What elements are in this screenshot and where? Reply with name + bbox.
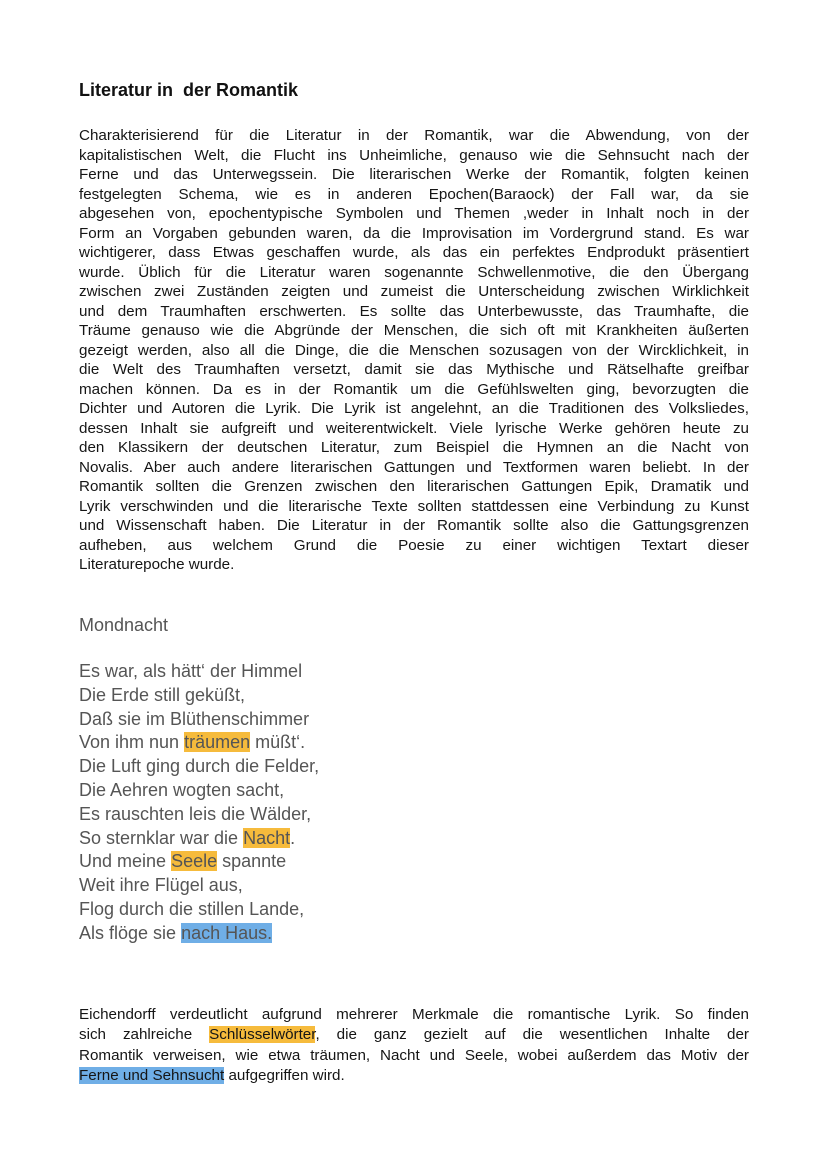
poem-title: Mondnacht — [79, 615, 169, 635]
poem-verse: Flog durch die stillen Lande, — [79, 898, 305, 919]
essay-line: Literaturepoche wurde. — [79, 556, 235, 573]
verse-text: spannte — [217, 851, 287, 872]
summary-text: , die ganz gezielt auf die wesentlichen Inhalte der — [315, 1026, 749, 1044]
highlight-schluesselwoerter: Schlüsselwörter — [209, 1026, 316, 1044]
essay-line: Träume genauso wie die Abgründe der Menschen, die sich oft mit Krankheiten äußerten — [79, 322, 749, 339]
essay-line: Form an Vorgaben gebunden waren, da die Improvisation im Vordergrund stand. Es war — [79, 224, 749, 242]
essay-paragraph — [79, 126, 749, 575]
essay-line: Ferne und das Unterwegssein. Die literarischen Werke der Romantik, folgten keinen — [79, 166, 749, 183]
verse-text: Und meine — [79, 851, 172, 872]
essay-line: festgelegten Schema, wie es in anderen Epochen(Baraock) der Fall war, da sie — [79, 185, 749, 203]
highlight-nacht: Nacht — [243, 827, 291, 848]
poem-verse: Es war, als hätt‘ der Himmel — [79, 661, 303, 681]
essay-line: aufheben, aus welchem Grund die Poesie zu einer wichtigen Textart dieser — [79, 536, 749, 554]
essay-line: Novalis. Aber auch andere literarischen Gattungen und Textformen waren beliebt. In der — [79, 458, 749, 476]
verse-text: Als flöge sie — [79, 922, 182, 943]
poem-verse: Weit ihre Flügel aus, — [79, 875, 243, 896]
essay-line: kapitalistischen Welt, die Flucht ins Unheimliche, genauso wie die Sehnsucht nach der — [79, 146, 749, 164]
summary-text: sich zahlreiche — [79, 1026, 210, 1044]
summary-text: aufgegriffen wird. — [224, 1067, 345, 1085]
essay-line: gezeigt werden, also all die Dinge, die die Menschen sozusagen von der Wircklichkeit, in — [79, 341, 749, 359]
verse-text: müßt‘. — [250, 732, 306, 753]
poem — [79, 660, 319, 946]
essay-line: wichtigerer, dass Etwas geschaffen wurde, als das ein perfektes Endprodukt präsentiert — [79, 244, 749, 261]
summary-line — [79, 1066, 749, 1086]
essay-line: Lyrik verschwinden und die literarische Texte sollten stattdessen eine Verbindung zu Kunst — [79, 497, 749, 515]
verse-text: . — [290, 827, 296, 848]
essay-line: und Wissenschaft haben. Die Literatur in der Romantik sollte also die Gattungsgrenzen — [79, 517, 749, 534]
essay-line: den Klassikern der deutschen Literatur, zum Beispiel die Hymnen an die Nacht von — [79, 439, 749, 456]
poem-verse — [79, 731, 319, 755]
essay-line: wurde. Üblich für die Literatur waren sogenannte Schwellenmotive, die den Übergang — [79, 263, 749, 281]
essay-line: Dichter und Autoren die Lyrik. Die Lyrik ist angelehnt, an die Traditionen des Volksliedes, — [79, 400, 749, 417]
essay-line: abgesehen von, epochentypische Symbolen und Themen ,weder in Inhalt noch in der — [79, 205, 749, 222]
essay-line: dessen Inhalt sie aufgreift und weiterentwickelt. Viele lyrische Werke gehören heute zu — [79, 419, 749, 437]
poem-verse — [79, 850, 319, 874]
summary-paragraph — [79, 1005, 749, 1087]
summary-line: Eichendorff verdeutlicht aufgrund mehrerer Merkmale die romantische Lyrik. So finden — [79, 1006, 749, 1023]
essay-line: zwischen zwei Zuständen zeigten und zumeist die Unterscheidung zwischen Wirklichkeit — [79, 283, 749, 300]
poem-verse: Die Aehren wogten sacht, — [79, 779, 285, 800]
poem-verse: Die Erde still geküßt, — [79, 684, 246, 705]
verse-text: Von ihm nun — [79, 732, 185, 753]
poem-verse: Daß sie im Blüthenschimmer — [79, 708, 310, 729]
highlight-nach-haus: nach Haus. — [181, 922, 273, 943]
highlight-traeumen: träumen — [184, 732, 251, 753]
poem-verse — [79, 827, 319, 851]
essay-line: machen können. Da es in der Romantik um die Gefühlswelten ging, bevorzugten die — [79, 380, 749, 398]
highlight-seele: Seele — [171, 851, 218, 872]
poem-verse: Die Luft ging durch die Felder, — [79, 756, 320, 777]
summary-line — [79, 1025, 749, 1045]
essay-line: die Welt des Traumhaften versetzt, damit sie das Mythische und Rätselhafte greifbar — [79, 361, 749, 378]
summary-line: Romantik verweisen, wie etwa träumen, Nacht und Seele, wobei außerdem das Motiv der — [79, 1046, 749, 1064]
highlight-ferne-sehnsucht: Ferne und Sehnsucht — [79, 1067, 225, 1085]
essay-line: Charakterisierend für die Literatur in der Romantik, war die Abwendung, von der — [79, 127, 749, 144]
poem-verse: Es rauschten leis die Wälder, — [79, 803, 312, 824]
poem-verse — [79, 922, 319, 946]
essay-line: Romantik sollten die Grenzen zwischen den literarischen Gattungen Epik, Dramatik und — [79, 478, 749, 495]
verse-text: So sternklar war die — [79, 827, 244, 848]
document-title: Literatur in der Romantik — [79, 80, 299, 100]
essay-line: und dem Traumhaften erschwerten. Es sollte das Unterbewusste, das Traumhafte, die — [79, 302, 749, 320]
